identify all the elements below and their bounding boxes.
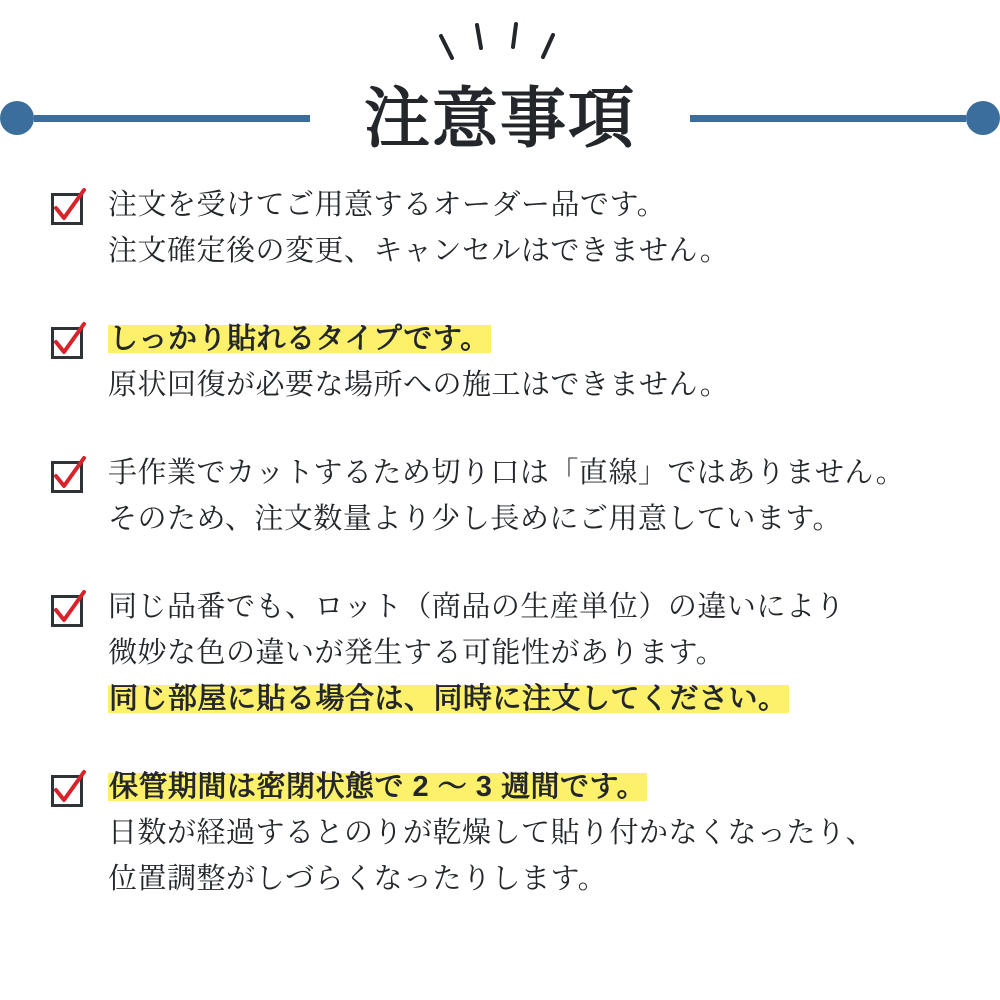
list-item-line: 原状回復が必要な場所への施工はできません。 [108,369,730,401]
list-item-line: 同じ品番でも、ロット（商品の生産単位）の違いにより [108,591,845,623]
list-item-line: 注文確定後の変更、キャンセルはできません。 [108,235,730,267]
list-item [48,316,960,408]
checkbox-checked-icon [48,770,88,810]
list-item-line: しっかり貼れるタイプです。 [109,323,490,355]
rule-line-left [34,115,310,122]
checkbox-checked-icon [48,590,88,630]
list-item [48,584,960,722]
page-title: 注意事項 [364,81,636,155]
rule-dot-left [0,101,34,135]
page-header [0,0,1000,170]
list-item-line: 注文を受けてご用意するオーダー品です。 [108,189,667,221]
rule-dot-right [966,101,1000,135]
sparkle-burst-icon [0,18,1000,68]
list-item-line: そのため、注文数量より少し長めにご用意しています。 [108,503,843,535]
list-item-text [108,584,960,722]
list-item [48,182,960,274]
list-item [48,764,960,902]
rule-line-right [690,115,966,122]
list-item-line: 日数が経過するとのりが乾燥して貼り付かなくなったり、 [108,817,876,849]
list-item-line: 手作業でカットするため切り口は「直線」ではありません。 [108,457,906,489]
checkbox-checked-icon [48,188,88,228]
checkbox-checked-icon [48,322,88,362]
list-item-text [108,182,960,274]
list-item-line: 保管期間は密閉状態で 2 〜 3 週間です。 [109,771,647,803]
notice-list [48,182,960,944]
list-item-text [108,316,960,408]
list-item-line: 同じ部屋に貼る場合は、同時に注文してください。 [109,683,788,715]
list-item-text [108,764,960,902]
list-item [48,450,960,542]
checkbox-checked-icon [48,456,88,496]
list-item-line: 微妙な色の違いが発生する可能性があります。 [108,637,726,669]
list-item-text [108,450,960,542]
list-item-line: 位置調整がしづらくなったりします。 [108,863,608,895]
title-rule-row [0,78,1000,158]
